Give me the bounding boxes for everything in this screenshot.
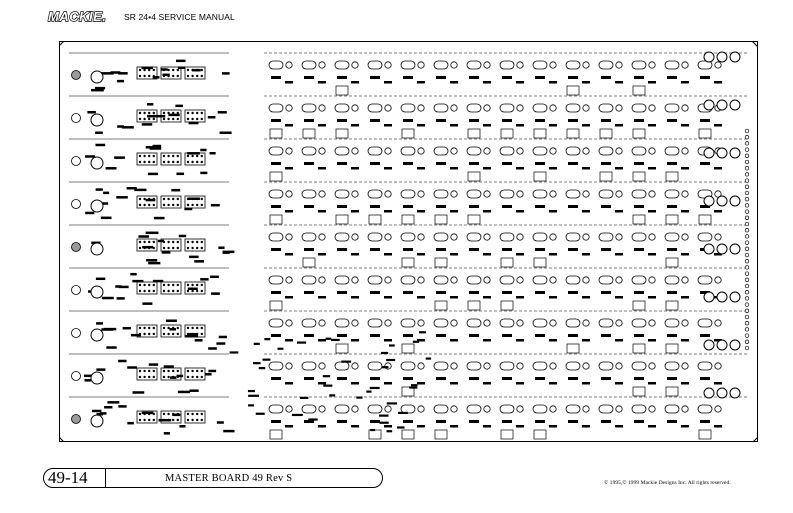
manual-title: SR 24•4 SERVICE MANUAL xyxy=(124,12,235,22)
board-title: MASTER BOARD 49 Rev S xyxy=(165,473,293,484)
svg-text:MACKIE.: MACKIE. xyxy=(48,9,107,23)
page-number: 49-14 xyxy=(48,468,88,487)
mackie-logo xyxy=(47,9,123,23)
copyright-notice: © 1995,© 1999 Mackie Designs Inc. All rights reserved. xyxy=(604,480,731,486)
pcb-layout-diagram xyxy=(59,41,758,442)
footer-divider xyxy=(105,468,106,488)
